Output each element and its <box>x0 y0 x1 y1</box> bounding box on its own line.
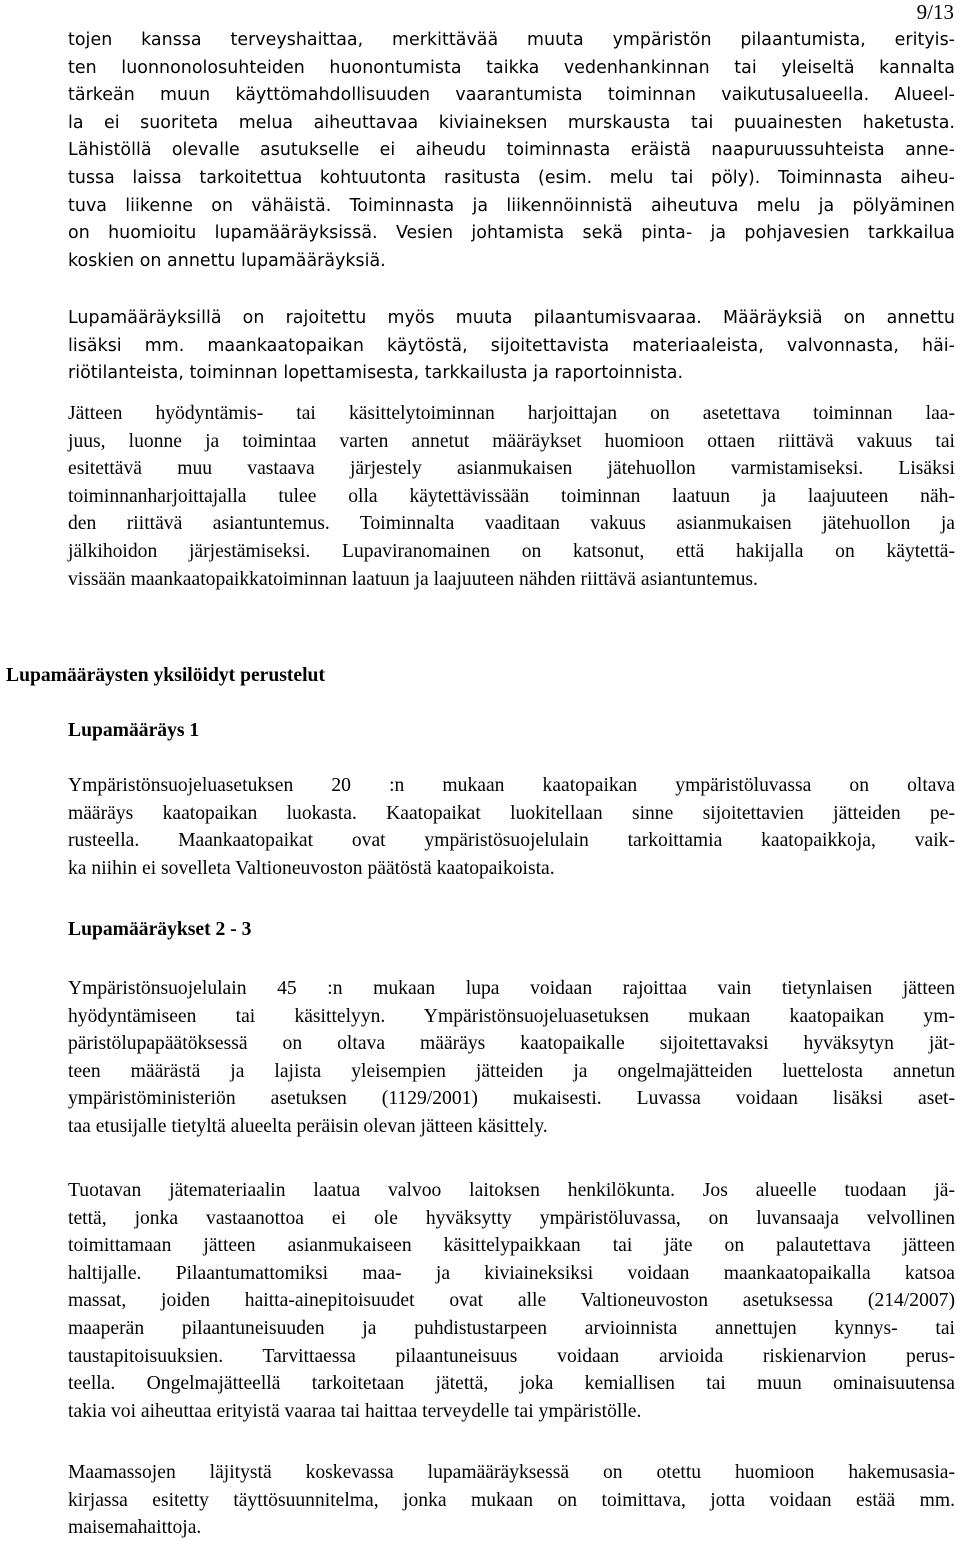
text-line: Maamassojen läjitystä koskevassa lupamääräyksessä on otettu huomioon hakemusasia- <box>68 1462 955 1483</box>
text-line: haltijalle. Pilaantumattomiksi maa- ja kiviaineksiksi voidaan maankaatopaikalla katsoa <box>68 1262 955 1284</box>
text-line: maaperän pilaantuneisuuden ja puhdistustarpeen arvioinnista annettujen kynnys- tai <box>68 1317 955 1339</box>
text-line: ten luonnonolosuhteiden huonontumista taikka vedenhankinnan tai yleiseltä kannalta <box>68 57 955 78</box>
text-line: tärkeän muun käyttömahdollisuuden vaarantumista toiminnan vaikutusalueella. Alueel- <box>68 85 955 106</box>
text-line: massat, joiden haitta-ainepitoisuudet ovat alle Valtioneuvoston asetuksessa (214/2007) <box>68 1290 955 1312</box>
text-line: toiminnanharjoittajalla tulee olla käytettävissään toiminnan laatuun ja laajuuteen näh- <box>68 485 955 507</box>
text-line: la ei suoriteta melua aiheuttavaa kiviaineksen murskausta tai puuainesten haketusta. <box>68 112 955 133</box>
text-line: tettä, jonka vastaanottoa ei ole hyväksytty ympäristöluvassa, on luvansaaja velvollinen <box>68 1207 955 1229</box>
text-line: on huomioitu lupamääräyksissä. Vesien johtamista sekä pinta- ja pohjavesien tarkkailua <box>68 223 955 244</box>
text-line: Ympäristönsuojeluasetuksen 20 :n mukaan kaatopaikan ympäristöluvassa on oltava <box>68 775 955 796</box>
text-line: teella. Ongelmajätteellä tarkoitetaan jätettä, joka kemiallisen tai muun ominaisuutensa <box>68 1373 955 1395</box>
text-line: ka niihin ei sovelleta Valtioneuvoston päätöstä kaatopaikoista. <box>68 857 555 879</box>
subsection-heading: Lupamääräys 1 <box>68 720 200 741</box>
text-line: Tuotavan jätemateriaalin laatua valvoo laitoksen henkilökunta. Jos alueelle tuodaan jä- <box>68 1180 955 1201</box>
text-line: den riittävä asiantuntemus. Toiminnalta vaaditaan vakuus asianmukaisen jätehuollon ja <box>68 513 955 535</box>
text-line: taa etusijalle tietyltä alueelta peräisin olevan jätteen käsittely. <box>68 1115 548 1137</box>
text-line: riötilanteista, toiminnan lopettamisesta, tarkkailusta ja raportoinnista. <box>68 363 684 384</box>
text-line: tuva liikenne on vähäistä. Toiminnasta ja liikennöinnistä aiheutuva melu ja pölyäminen <box>68 195 955 216</box>
page-number: 9/13 <box>916 0 954 24</box>
text-line: Ympäristönsuojelulain 45 :n mukaan lupa voidaan rajoittaa vain tietynlaisen jätteen <box>68 978 955 999</box>
subsection-2-paragraph-2 <box>68 1177 955 1425</box>
text-line: määräys kaatopaikan luokasta. Kaatopaikat luokitellaan sinne sijoitettavien jätteiden pe- <box>68 802 955 824</box>
text-line: Jätteen hyödyntämis- tai käsittelytoiminnan harjoittajan on asetettava toiminnan laa- <box>68 403 955 424</box>
text-line: Lupamääräyksillä on rajoitettu myös muuta pilaantumisvaaraa. Määräyksiä on annettu <box>68 308 955 328</box>
text-line: maisemahaittoja. <box>68 1517 202 1539</box>
text-line: teen määrästä ja lajista yleisempien jätteiden ja ongelmajätteiden luettelosta annetun <box>68 1060 955 1082</box>
text-line: tussa laissa tarkoitettua kohtuutonta rasitusta (esim. melu tai pöly). Toiminnasta aiheu- <box>68 167 955 188</box>
text-line: jälkihoidon järjestämiseksi. Lupaviranomainen on katsonut, että hakijalla on käytettä- <box>68 540 955 562</box>
subsection-heading: Lupamääräykset 2 - 3 <box>68 919 252 940</box>
subsection-2 <box>68 916 955 944</box>
text-line: taustapitoisuuksien. Tarvittaessa pilaantuneisuus voidaan arvioida riskienarvion perus- <box>68 1345 955 1367</box>
text-line: koskien on annettu lupamääräyksiä. <box>68 250 386 271</box>
subsection-2-paragraph-1 <box>68 975 955 1141</box>
text-line: lisäksi mm. maankaatopaikan käytöstä, sijoitettavista materiaaleista, valvonnasta, häi- <box>68 335 955 356</box>
text-line: toimittamaan jätteen asianmukaiseen käsittelypaikkaan tai jäte on palautettava jätteen <box>68 1235 955 1257</box>
section-heading: Lupamääräysten yksilöidyt perustelut <box>6 665 325 686</box>
text-line: päristölupapäätöksessä on oltava määräys kaatopaikalle sijoitettavaksi hyväksytyn jät- <box>68 1033 955 1055</box>
subsection-1 <box>68 717 955 745</box>
text-line: vissään maankaatopaikkatoiminnan laatuun ja laajuuteen nähden riittävä asiantuntemus. <box>68 568 758 590</box>
text-line: Lähistöllä olevalle asutukselle ei aiheudu toiminnasta eräistä naapuruussuhteista anne- <box>68 140 955 161</box>
text-line: rusteella. Maankaatopaikat ovat ympäristösuojelulain tarkoittamia kaatopaikkoja, vaik- <box>68 830 955 852</box>
text-line: ympäristöministeriön asetuksen (1129/2001) mukaisesti. Luvassa voidaan lisäksi aset- <box>68 1088 955 1110</box>
guarantee-paragraph <box>68 400 955 593</box>
text-line: tojen kanssa terveyshaittaa, merkittävää muuta ympäristön pilaantumista, erityis- <box>68 30 955 50</box>
restrictions-paragraph <box>68 305 955 388</box>
intro-paragraph <box>68 27 955 275</box>
text-line: esitettävä muu vastaava järjestely asianmukaisen jätehuollon varmistamiseksi. Lisäksi <box>68 458 955 480</box>
text-line: juus, luonne ja toimintaa varten annetut määräykset huomioon ottaen riittävä vakuus tai <box>68 430 955 452</box>
text-line: kirjassa esitetty täyttösuunnitelma, jonka mukaan on toimittava, jotta voidaan estää mm. <box>68 1489 955 1511</box>
text-line: hyödyntämiseen tai käsittelyyn. Ympäristönsuojeluasetuksen mukaan kaatopaikan ym- <box>68 1005 955 1027</box>
subsection-1-body <box>68 772 955 882</box>
subsection-2-paragraph-3 <box>68 1459 955 1542</box>
text-line: takia voi aiheuttaa erityistä vaaraa tai haittaa terveydelle tai ympäristölle. <box>68 1400 642 1422</box>
